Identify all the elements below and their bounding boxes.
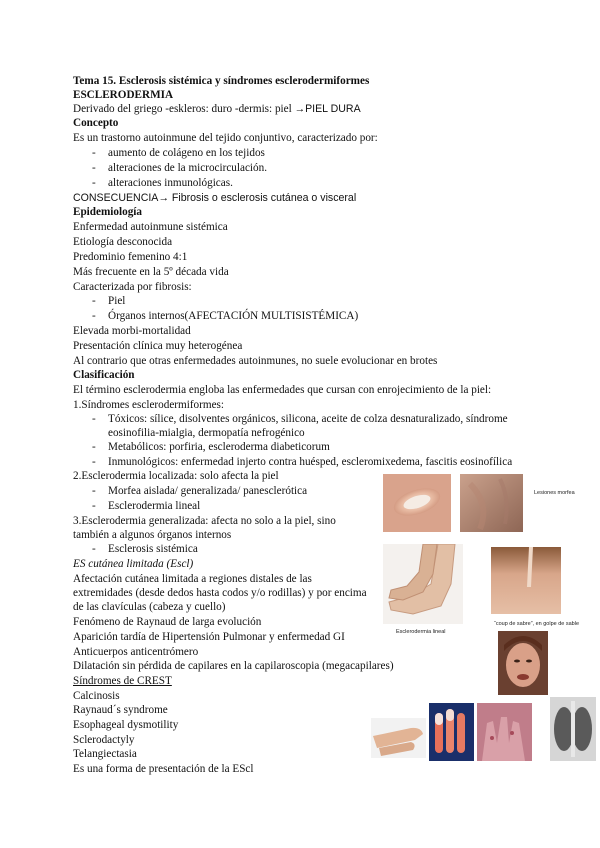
document-title: Tema 15. Esclerosis sistémica y síndromes esclerodermiformes xyxy=(73,75,370,87)
bullet-dash: - xyxy=(92,413,96,425)
crest-item: Calcinosis xyxy=(73,690,120,702)
bullet-dash: - xyxy=(92,147,96,159)
section-heading-esclerodermia: ESCLERODERMIA xyxy=(73,89,174,101)
bullet-dash: - xyxy=(92,456,96,468)
escl-line: de las clavículas (cabeza y cuello) xyxy=(73,601,226,613)
sclerodactyly-hands-photo xyxy=(477,703,532,761)
clasificacion-group-2: 2.Esclerodermia localizada: solo afecta la piel xyxy=(73,470,279,482)
linear-scleroderma-leg-photo xyxy=(383,544,463,624)
hand-calcinosis-photo xyxy=(371,718,426,758)
clasificacion-group-3-continued: también a algunos órganos internos xyxy=(73,529,232,541)
epidemiologia-item: Órganos internos(AFECTACIÓN MULTISISTÉMICA) xyxy=(108,310,359,322)
caption-coup-de-sabre: “coup de sabre”, en golpe de sable xyxy=(494,621,580,627)
heading-escl: ES cutánea limitada (Escl) xyxy=(73,558,194,570)
raynaud-fingers-photo xyxy=(429,703,474,761)
heading-concepto: Concepto xyxy=(73,117,119,129)
crest-item: Sclerodactyly xyxy=(73,734,135,746)
concepto-item: aumento de colágeno en los tejidos xyxy=(108,147,265,159)
crest-item: Telangiectasia xyxy=(73,748,137,760)
bullet-dash: - xyxy=(92,177,96,189)
epidemiologia-line: Más frecuente en la 5º década vida xyxy=(73,266,229,278)
clasificacion-item: Metabólicos: porfiria, escleroderma diabeticorum xyxy=(108,441,330,453)
bullet-dash: - xyxy=(92,485,96,497)
clasificacion-item: Esclerosis sistémica xyxy=(108,543,198,555)
etymology-text: Derivado del griego -eskleros: duro -dermis: piel xyxy=(73,103,295,115)
escl-line: Dilatación sin pérdida de capilares en la capilaroscopia (megacapilares) xyxy=(73,660,394,672)
clasificacion-intro: El término esclerodermia engloba las enfermedades que cursan con enrojecimiento de la piel: xyxy=(73,384,492,396)
chest-xray-photo xyxy=(550,697,596,761)
caption-morfea: Lesiones morfea xyxy=(534,490,575,496)
epidemiologia-line: Enfermedad autoinmune sistémica xyxy=(73,221,228,233)
clasificacion-item: Esclerodermia lineal xyxy=(108,500,201,512)
clasificacion-item-continued: eosinofilia-mialgia, dermopatía nefrogénico xyxy=(108,427,305,439)
epidemiologia-line: Presentación clínica muy heterogénea xyxy=(73,340,243,352)
heading-epidemiologia: Epidemiología xyxy=(73,206,142,218)
epidemiologia-line: Elevada morbi-mortalidad xyxy=(73,325,191,337)
clasificacion-item: Inmunológicos: enfermedad injerto contra huésped, escleromixedema, fascitis eosinofílica xyxy=(108,456,513,468)
bullet-dash: - xyxy=(92,543,96,555)
crest-closing: Es una forma de presentación de la EScl xyxy=(73,763,254,775)
concepto-item: alteraciones de la microcirculación. xyxy=(108,162,268,174)
epidemiologia-line: Predominio femenino 4:1 xyxy=(73,251,188,263)
epidemiologia-line: Etiología desconocida xyxy=(73,236,173,248)
clasificacion-item: Tóxicos: sílice, disolventes orgánicos, silicona, aceite de colza desnaturalizado, síndrome xyxy=(108,413,508,425)
bullet-dash: - xyxy=(92,295,96,307)
clasificacion-group-1: 1.Síndromes esclerodermiformes: xyxy=(73,399,224,411)
etymology-line xyxy=(73,102,361,116)
bullet-dash: - xyxy=(92,441,96,453)
morfea-lesion-photo xyxy=(383,474,451,532)
epidemiologia-line: Al contrario que otras enfermedades autoinmunes, no suele evolucionar en brotes xyxy=(73,355,438,367)
bullet-dash: - xyxy=(92,162,96,174)
concepto-text: Es un trastorno autoinmune del tejido conjuntivo, caracterizado por: xyxy=(73,132,378,144)
escl-line: extremidades (desde dedos hasta codos y/o rodillas) y por encima xyxy=(73,587,367,599)
etymology-arrow-text: →PIEL DURA xyxy=(294,103,361,115)
escl-line: Afectación cutánea limitada a regiones distales de las xyxy=(73,573,312,585)
clasificacion-group-3: 3.Esclerodermia generalizada: afecta no solo a la piel, sino xyxy=(73,515,336,527)
bullet-dash: - xyxy=(92,500,96,512)
coup-de-sabre-photo xyxy=(491,547,561,614)
escl-line: Aparición tardía de Hipertensión Pulmonar y enfermedad GI xyxy=(73,631,345,643)
patient-face-photo xyxy=(498,631,548,695)
crest-item: Raynaud´s syndrome xyxy=(73,704,168,716)
heading-clasificacion: Clasificación xyxy=(73,369,135,381)
heading-crest: Síndromes de CREST xyxy=(73,675,172,687)
morfea-skin-photo xyxy=(460,474,523,532)
epidemiologia-line: Caracterizada por fibrosis: xyxy=(73,281,192,293)
epidemiologia-item: Piel xyxy=(108,295,126,307)
caption-lineal: Esclerodermia lineal xyxy=(396,629,446,635)
escl-line: Anticuerpos anticentrómero xyxy=(73,646,199,658)
consecuencia-line: CONSECUENCIA→ Fibrosis o esclerosis cutánea o visceral xyxy=(73,192,357,204)
escl-line: Fenómeno de Raynaud de larga evolución xyxy=(73,616,262,628)
crest-item: Esophageal dysmotility xyxy=(73,719,179,731)
bullet-dash: - xyxy=(92,310,96,322)
concepto-item: alteraciones inmunológicas. xyxy=(108,177,233,189)
clasificacion-item: Morfea aislada/ generalizada/ panesclerótica xyxy=(108,485,308,497)
